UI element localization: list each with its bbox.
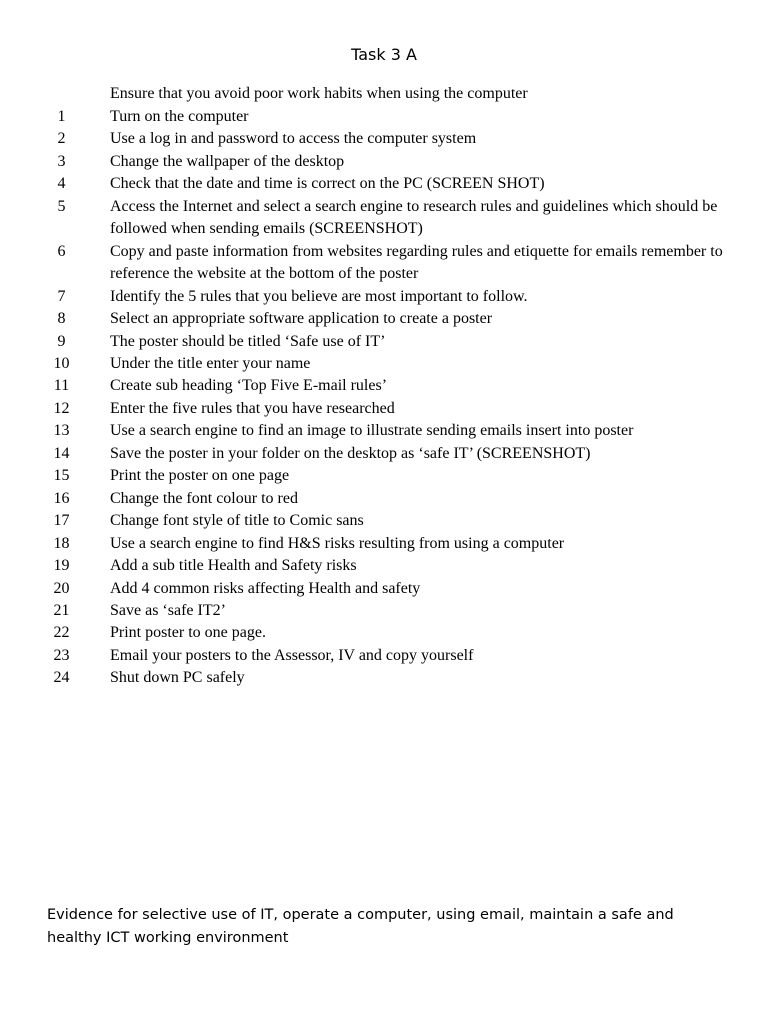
list-item bbox=[0, 600, 768, 622]
step-text: Use a log in and password to access the computer system bbox=[110, 130, 477, 148]
list-item bbox=[0, 151, 768, 173]
list-item bbox=[0, 645, 768, 667]
list-item bbox=[0, 622, 768, 644]
step-number: 13 bbox=[53, 422, 70, 440]
list-item bbox=[0, 578, 768, 600]
step-text: Select an appropriate software application to create a poster bbox=[110, 310, 493, 328]
list-item bbox=[0, 667, 768, 689]
step-number: 5 bbox=[57, 197, 66, 215]
step-text: Print poster to one page. bbox=[110, 624, 266, 642]
step-text: Add a sub title Health and Safety risks bbox=[110, 557, 357, 575]
step-text: Save as ‘safe IT2’ bbox=[110, 601, 226, 619]
list-item bbox=[0, 353, 768, 375]
list-item bbox=[0, 128, 768, 150]
list-item bbox=[0, 331, 768, 353]
list-item bbox=[0, 196, 768, 241]
list-item bbox=[0, 241, 768, 286]
step-number: 17 bbox=[53, 512, 70, 530]
list-item bbox=[0, 443, 768, 465]
step-text: Copy and paste information from websites regarding rules and etiquette for emails remember to reference the website at the bottom of the poster bbox=[110, 242, 723, 283]
step-text: Change font style of title to Comic sans bbox=[110, 512, 364, 530]
step-number: 15 bbox=[53, 467, 70, 485]
step-number: 24 bbox=[53, 669, 70, 687]
list-item bbox=[0, 106, 768, 128]
step-number: 9 bbox=[57, 332, 66, 350]
step-text: Under the title enter your name bbox=[110, 354, 311, 372]
list-item bbox=[0, 398, 768, 420]
step-text: Print the poster on one page bbox=[110, 467, 290, 485]
step-text: Turn on the computer bbox=[110, 108, 249, 125]
step-number: 2 bbox=[57, 130, 66, 148]
step-text: Create sub heading ‘Top Five E-mail rules’ bbox=[110, 377, 388, 395]
step-number: 10 bbox=[53, 354, 70, 372]
step-number: 11 bbox=[53, 377, 70, 395]
step-number: 3 bbox=[57, 152, 66, 170]
list-item bbox=[0, 510, 768, 532]
step-number: 23 bbox=[53, 646, 70, 664]
step-number: 1 bbox=[57, 108, 66, 125]
step-text: Use a search engine to find H&S risks resulting from using a computer bbox=[110, 534, 565, 552]
list-item bbox=[0, 173, 768, 195]
step-text: Check that the date and time is correct on the PC (SCREEN SHOT) bbox=[110, 175, 545, 193]
step-number: 16 bbox=[53, 489, 70, 507]
step-number: 6 bbox=[57, 242, 66, 260]
list-item bbox=[0, 286, 768, 308]
step-text: Add 4 common risks affecting Health and safety bbox=[110, 579, 421, 597]
step-text: Change the font colour to red bbox=[110, 489, 298, 507]
step-number: 22 bbox=[53, 624, 70, 642]
step-number: 8 bbox=[57, 310, 66, 328]
evidence-note: Evidence for selective use of IT, operate a computer, using email, maintain a safe and healthy ICT working environment bbox=[47, 907, 674, 946]
step-number: 4 bbox=[57, 175, 66, 193]
page-title: Task 3 A bbox=[351, 45, 417, 64]
list-item bbox=[0, 375, 768, 397]
step-text: Enter the five rules that you have researched bbox=[110, 399, 395, 417]
list-item bbox=[0, 555, 768, 577]
step-text: The poster should be titled ‘Safe use of IT’ bbox=[110, 332, 386, 350]
step-text: Change the wallpaper of the desktop bbox=[110, 152, 345, 170]
step-number: 20 bbox=[53, 579, 70, 597]
step-text: Identify the 5 rules that you believe are most important to follow. bbox=[110, 287, 528, 305]
step-text: Use a search engine to find an image to illustrate sending emails insert into poster bbox=[110, 422, 634, 440]
step-number: 18 bbox=[53, 534, 70, 552]
task-steps-list bbox=[0, 106, 768, 690]
step-text: Shut down PC safely bbox=[110, 669, 245, 687]
step-number: 14 bbox=[53, 444, 70, 462]
step-number: 19 bbox=[53, 557, 70, 575]
list-item bbox=[0, 533, 768, 555]
step-text: Access the Internet and select a search engine to research rules and guidelines which should be followed when sending emails (SCREENSHOT) bbox=[110, 197, 718, 238]
list-item bbox=[0, 308, 768, 330]
intro-text: Ensure that you avoid poor work habits when using the computer bbox=[110, 85, 528, 102]
step-text: Save the poster in your folder on the desktop as ‘safe IT’ (SCREENSHOT) bbox=[110, 444, 591, 462]
list-item bbox=[0, 488, 768, 510]
list-item bbox=[0, 465, 768, 487]
step-number: 7 bbox=[57, 287, 66, 305]
step-text: Email your posters to the Assessor, IV and copy yourself bbox=[110, 646, 474, 664]
step-number: 12 bbox=[53, 399, 70, 417]
step-number: 21 bbox=[53, 601, 70, 619]
list-item bbox=[0, 420, 768, 442]
